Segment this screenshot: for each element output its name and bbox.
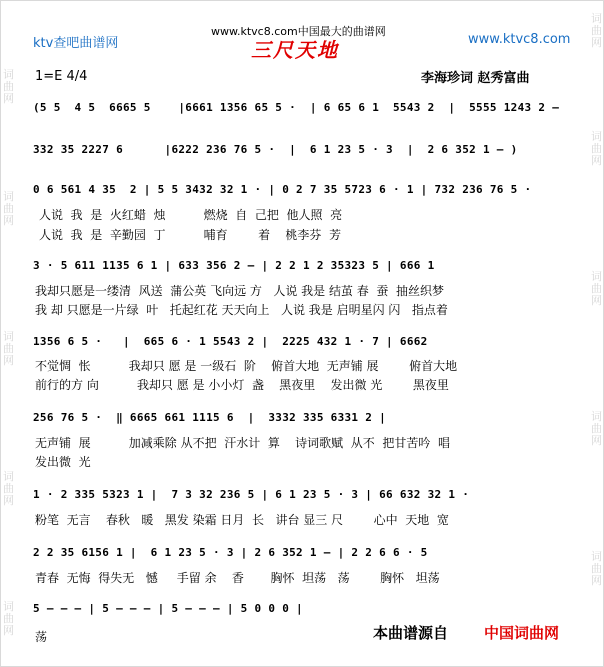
lyric-line: 荡: [35, 630, 48, 644]
lyric-line: 我 却 只愿是一片绿 叶 托起红花 天天向上 人说 我是 启明星闪 闪 指点着: [35, 303, 448, 317]
footer-site-link[interactable]: 中国词曲网: [484, 624, 560, 642]
watermark-left: 词曲网: [3, 470, 14, 507]
lyric-line: 人说 我 是 辛勤园 丁 哺育 着 桃李芬 芳: [39, 228, 342, 242]
watermark-right: 词曲网: [591, 270, 602, 307]
watermark-right: 词曲网: [591, 12, 602, 49]
notation-line-7: 1 · 2 335 5323 1 | 7 3 32 236 5 | 6 1 23 5 · 3 | 66 632 32 1 ·: [33, 488, 470, 501]
lyric-line: 粉笔 无言 春秋 暖 黑发 染霜 日月 长 讲台 显三 尺 心中 天地 宽: [35, 513, 449, 527]
notation-line-8: 2 2 35 6156 1 | 6 1 23 5 · 3 | 2 6 352 1 – | 2 2 6 6 · 5: [33, 546, 428, 559]
site-url-right: www.ktvc8.com: [468, 32, 571, 47]
lyric-line: 不觉惆 怅 我却只 愿 是 一级石 阶 俯首大地 无声铺 展 俯首大地: [35, 359, 458, 373]
watermark-right: 词曲网: [591, 130, 602, 167]
notation-line-1: (5 5 4 5 6665 5 |6661 1356 65 5 · | 6 65 6 1 5543 2 | 5555 1243 2 –: [33, 101, 560, 114]
watermark-left: 词曲网: [3, 190, 14, 227]
notation-line-9: 5 – – – | 5 – – – | 5 – – – | 5 0 0 0 |: [33, 602, 303, 615]
song-title: 三尺天地: [251, 38, 339, 62]
watermark-right: 词曲网: [591, 550, 602, 587]
notation-line-4: 3 · 5 611 1135 6 1 | 633 356 2 – | 2 2 1 2 35323 5 | 666 1: [33, 259, 435, 272]
song-authors: 李海珍词 赵秀富曲: [421, 71, 530, 86]
watermark-left: 词曲网: [3, 68, 14, 105]
site-name-left: ktv查吧曲谱网: [33, 36, 119, 51]
watermark-left: 词曲网: [3, 330, 14, 367]
notation-line-2: 332 35 2227 6 |6222 236 76 5 · | 6 1 23 5 · 3 | 2 6 352 1 – ): [33, 143, 518, 156]
site-name-center: www.ktvc8.com中国最大的曲谱网: [211, 25, 386, 38]
lyric-line: 人说 我 是 火红蜡 烛 燃烧 自 己把 他人照 亮: [39, 208, 343, 222]
footer-source-label: 本曲谱源自: [373, 624, 449, 642]
watermark-right: 词曲网: [591, 410, 602, 447]
watermark-left: 词曲网: [3, 600, 14, 637]
lyric-line: 青春 无悔 得失无 憾 手留 余 香 胸怀 坦荡 荡 胸怀 坦荡: [35, 571, 440, 585]
notation-line-6: 256 76 5 · ‖ 6665 661 1115 6 | 3332 335 6331 2 |: [33, 411, 387, 424]
notation-line-5: 1356 6 5 · | 665 6 · 1 5543 2 | 2225 432 1 · 7 | 6662: [33, 335, 428, 348]
notation-line-3: 0 6 561 4 35 2 | 5 5 3432 32 1 · | 0 2 7 35 5723 6 · 1 | 732 236 76 5 ·: [33, 183, 532, 196]
lyric-line: 无声铺 展 加减乘除 从不把 汗水计 算 诗词歌赋 从不 把甘苦吟 唱: [35, 436, 450, 450]
lyric-line: 我却只愿是一缕清 风送 蒲公英 飞向远 方 人说 我是 结茧 春 蚕 抽丝织梦: [35, 284, 445, 298]
key-signature: 1=E 4/4: [35, 69, 88, 84]
lyric-line: 发出微 光: [35, 455, 91, 469]
lyric-line: 前行的方 向 我却只 愿 是 小小灯 盏 黑夜里 发出微 光 黑夜里: [35, 378, 449, 392]
